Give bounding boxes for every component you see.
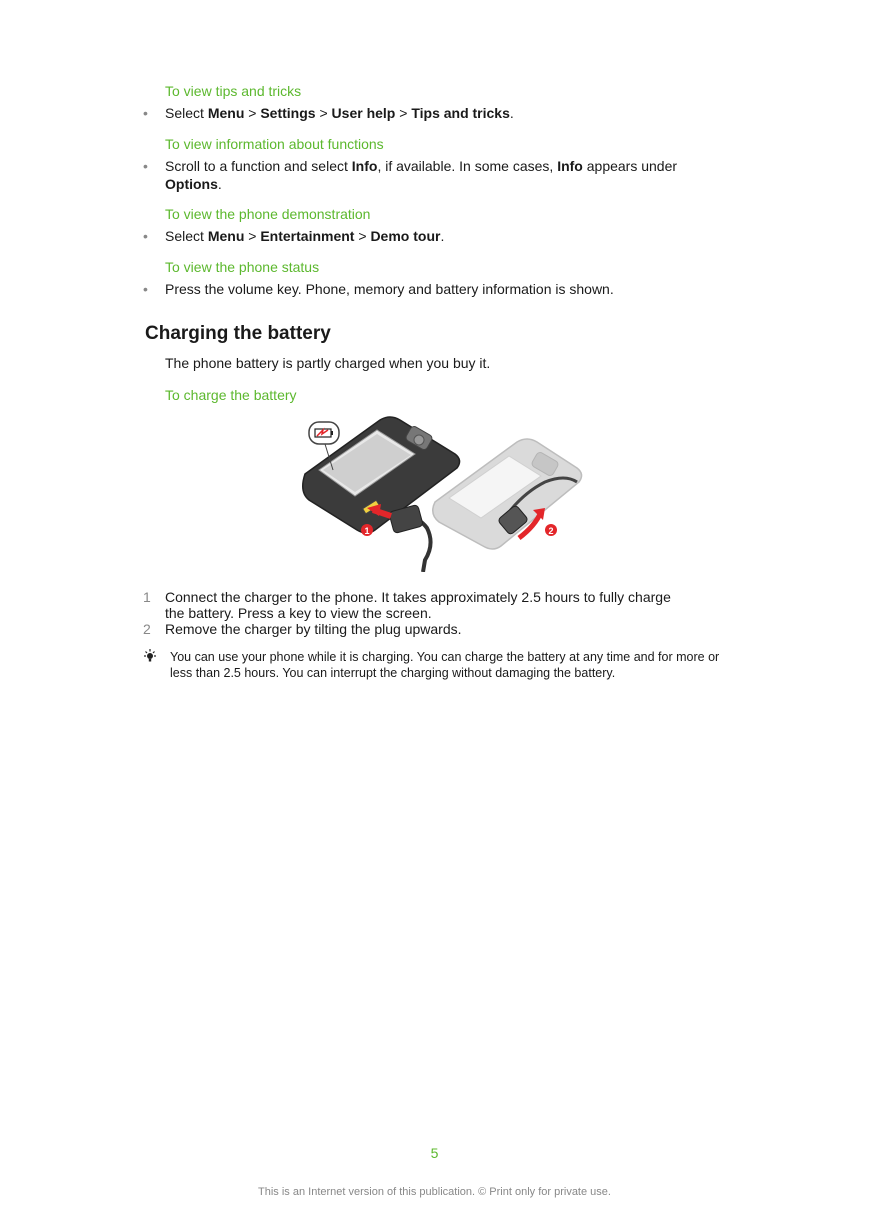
- bullet-icon: •: [143, 158, 148, 174]
- info-heading: To view information about functions: [165, 136, 384, 152]
- footer-note: This is an Internet version of this publication. © Print only for private use.: [258, 1186, 611, 1198]
- page-number: 5: [430, 1145, 439, 1161]
- charge-heading: To charge the battery: [165, 387, 297, 403]
- step-1: 1 Connect the charger to the phone. It takes approximately 2.5 hours to fully charge the battery. Press a key to view the screen.: [143, 589, 671, 621]
- status-item: • Press the volume key. Phone, memory and battery information is shown.: [143, 281, 614, 297]
- tip-note: You can use your phone while it is charging. You can charge the battery at any time and for more or less than 2.5 hours. You can interrupt the charging without damaging the battery.: [143, 649, 733, 681]
- tips-item: • Select Menu > Settings > User help > Tips and tricks.: [143, 105, 514, 121]
- bullet-icon: •: [143, 228, 148, 244]
- charger-plug-icon: [367, 504, 431, 572]
- charging-illustration: [295, 412, 595, 572]
- demo-heading: To view the phone demonstration: [165, 206, 371, 222]
- section-title: Charging the battery: [145, 323, 331, 344]
- bullet-icon: •: [143, 281, 148, 297]
- demo-item: • Select Menu > Entertainment > Demo tour.: [143, 228, 445, 244]
- status-heading: To view the phone status: [165, 259, 320, 275]
- step-2: 2 Remove the charger by tilting the plug upwards.: [143, 621, 462, 637]
- section-intro: The phone battery is partly charged when you buy it.: [165, 355, 491, 371]
- tips-heading: To view tips and tricks: [165, 83, 302, 99]
- marker-1-label: 1: [364, 526, 370, 536]
- bullet-icon: •: [143, 105, 148, 121]
- info-item: • Scroll to a function and select Info, if available. In some cases, Info appears under Options.: [143, 158, 678, 192]
- lightbulb-icon: [143, 649, 157, 663]
- marker-2-label: 2: [548, 526, 554, 536]
